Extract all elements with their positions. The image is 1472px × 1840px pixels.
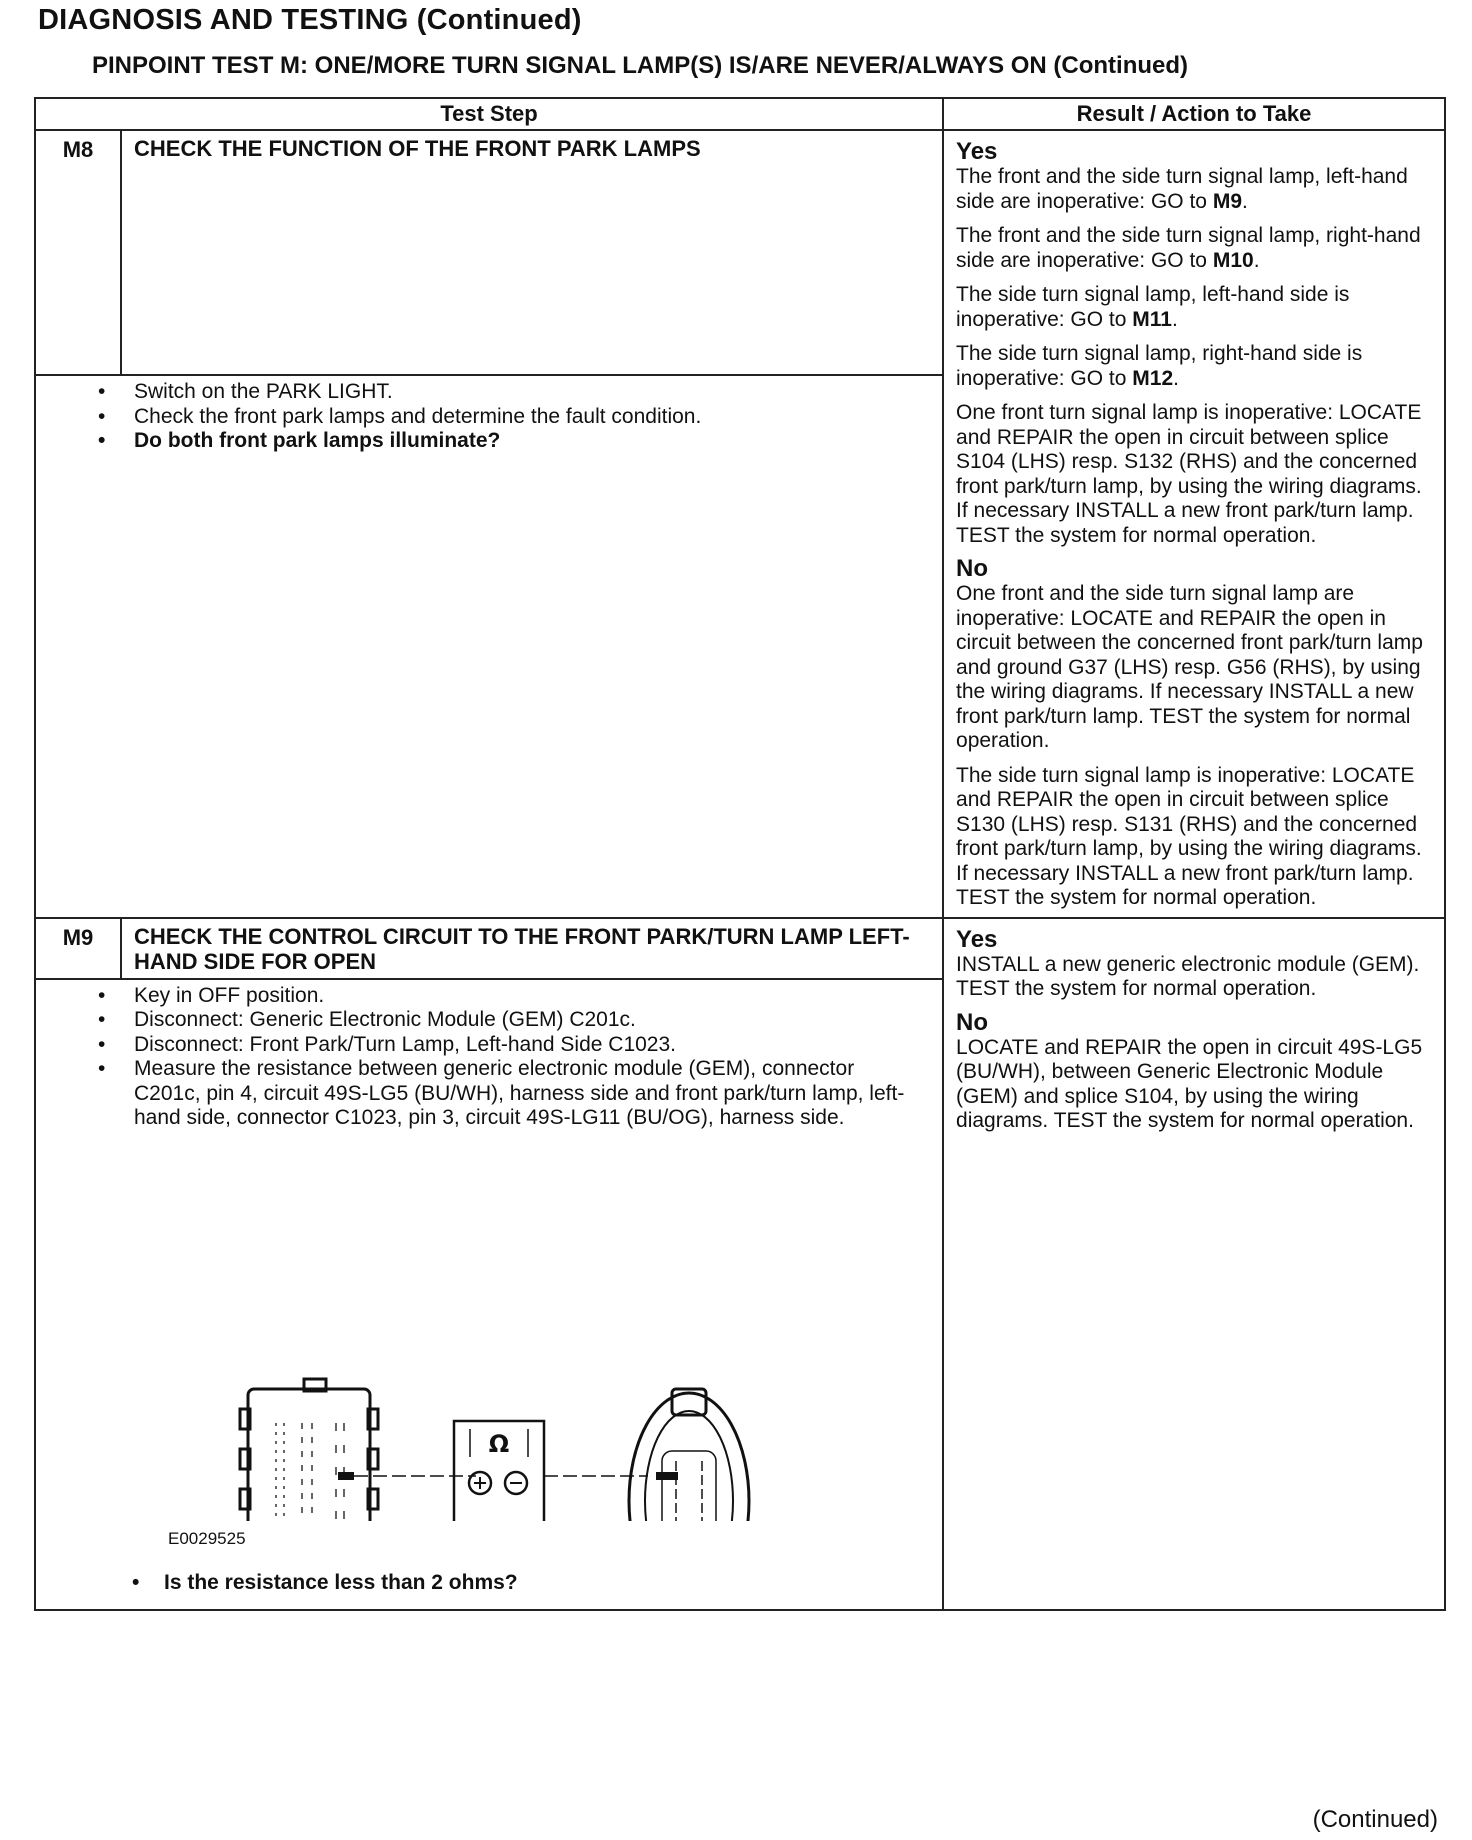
connector-diagram — [36, 1131, 856, 1521]
step-title-row-m9 — [35, 918, 1445, 979]
result-cell-m8 — [943, 130, 1445, 918]
table-header-row — [35, 98, 1445, 130]
step-bullet: • Disconnect: Generic Electronic Module (GEM) C201c. — [134, 1008, 922, 1033]
result-item-m8-no-1: One front and the side turn signal lamp are inoperative: LOCATE and REPAIR the open in circuit between the concerned front park/turn lamp and ground G37 (LHS) resp. G56 (RHS), by using the wiring diagrams. If necessary INSTALL a new front park/turn lamp. TEST the system for normal operation. — [956, 582, 1423, 752]
pinpoint-test-title: PINPOINT TEST M: ONE/MORE TURN SIGNAL LAMP(S) IS/ARE NEVER/ALWAYS ON (Continued) — [92, 52, 1189, 79]
result-cell-m9 — [943, 918, 1445, 1610]
gem-connector-c201c — [240, 1379, 378, 1521]
col-header-test-step: Test Step — [35, 98, 943, 130]
step-bullet: • Switch on the PARK LIGHT. — [134, 380, 922, 405]
step-question-m9: • Is the resistance less than 2 ohms? — [36, 1571, 922, 1609]
step-number-m9: M9 — [35, 918, 121, 979]
wiring-measurement-figure — [36, 1131, 922, 1571]
page-title: DIAGNOSIS AND TESTING (Continued) — [38, 4, 582, 36]
result-item-m8-yes-4: The side turn signal lamp, right-hand side is inoperative: GO to M12. — [956, 342, 1363, 390]
result-item-m8-yes-5: One front turn signal lamp is inoperative: LOCATE and REPAIR the open in circuit between splice S104 (LHS) resp. S132 (RHS) and the concerned front park/turn lamp, by using the wiring diagrams. If necessary INSTALL a new front park/turn lamp. TEST the system for normal operation. — [956, 401, 1422, 547]
step-question-m8: • Do both front park lamps illuminate? — [134, 429, 922, 454]
no-label-m9: No — [956, 1008, 989, 1036]
step-title-row-m8 — [35, 130, 1445, 375]
result-item-m9-yes: INSTALL a new generic electronic module (GEM). TEST the system for normal operation. — [956, 952, 1420, 1000]
no-label-m8: No — [956, 555, 989, 582]
result-item-m8-yes-2: The front and the side turn signal lamp, right-hand side are inoperative: GO to M10. — [956, 224, 1421, 272]
lamp-connector-c1023 — [629, 1389, 749, 1521]
step-bullet: • Disconnect: Front Park/Turn Lamp, Left-hand Side C1023. — [134, 1033, 922, 1058]
yes-label-m8: Yes — [956, 138, 998, 165]
probe-pin-gem — [338, 1472, 354, 1480]
result-item-m8-no-2: The side turn signal lamp is inoperative: LOCATE and REPAIR the open in circuit between splice S130 (LHS) resp. S131 (RHS) and the concerned front park/turn lamp, by using the wiring diagrams. If necessary INSTALL a new front park/turn lamp. TEST the system for normal operation. — [956, 763, 1422, 909]
ohm-symbol: Ω — [488, 1429, 510, 1458]
result-item-m9-no: LOCATE and REPAIR the open in circuit 49S-LG5 (BU/WH), between Generic Electronic Module (GEM) and splice S104, by using the wiring diagrams. TEST the system for normal operation. — [956, 1035, 1423, 1132]
continued-label: (Continued) — [1312, 1806, 1438, 1833]
step-title-m8: CHECK THE FUNCTION OF THE FRONT PARK LAMPS — [121, 130, 943, 375]
step-bullet: • Key in OFF position. — [134, 984, 922, 1009]
probe-pin-lamp — [656, 1472, 678, 1480]
step-number-m8: M8 — [35, 130, 121, 375]
step-body-m9 — [35, 979, 943, 1610]
step-bullet: • Measure the resistance between generic electronic module (GEM), connector C201c, pin 4, circuit 49S-LG5 (BU/WH), harness side and front park/turn lamp, left-hand side, connector C1023, pin 3, circuit 49S-LG11 (BU/OG), harness side. — [134, 1057, 922, 1131]
pinpoint-test-table — [34, 97, 1446, 1611]
result-item-m8-yes-1: The front and the side turn signal lamp, left-hand side are inoperative: GO to M9. — [956, 165, 1408, 213]
step-bullet: • Check the front park lamps and determine the fault condition. — [134, 405, 922, 430]
step-body-m8 — [35, 375, 943, 917]
yes-label-m9: Yes — [956, 925, 998, 953]
figure-id: E0029525 — [168, 1528, 246, 1548]
col-header-result: Result / Action to Take — [943, 98, 1445, 130]
step-title-m9: CHECK THE CONTROL CIRCUIT TO THE FRONT PARK/TURN LAMP LEFT-HAND SIDE FOR OPEN — [121, 918, 943, 979]
result-item-m8-yes-3: The side turn signal lamp, left-hand side is inoperative: GO to M11. — [956, 283, 1350, 331]
